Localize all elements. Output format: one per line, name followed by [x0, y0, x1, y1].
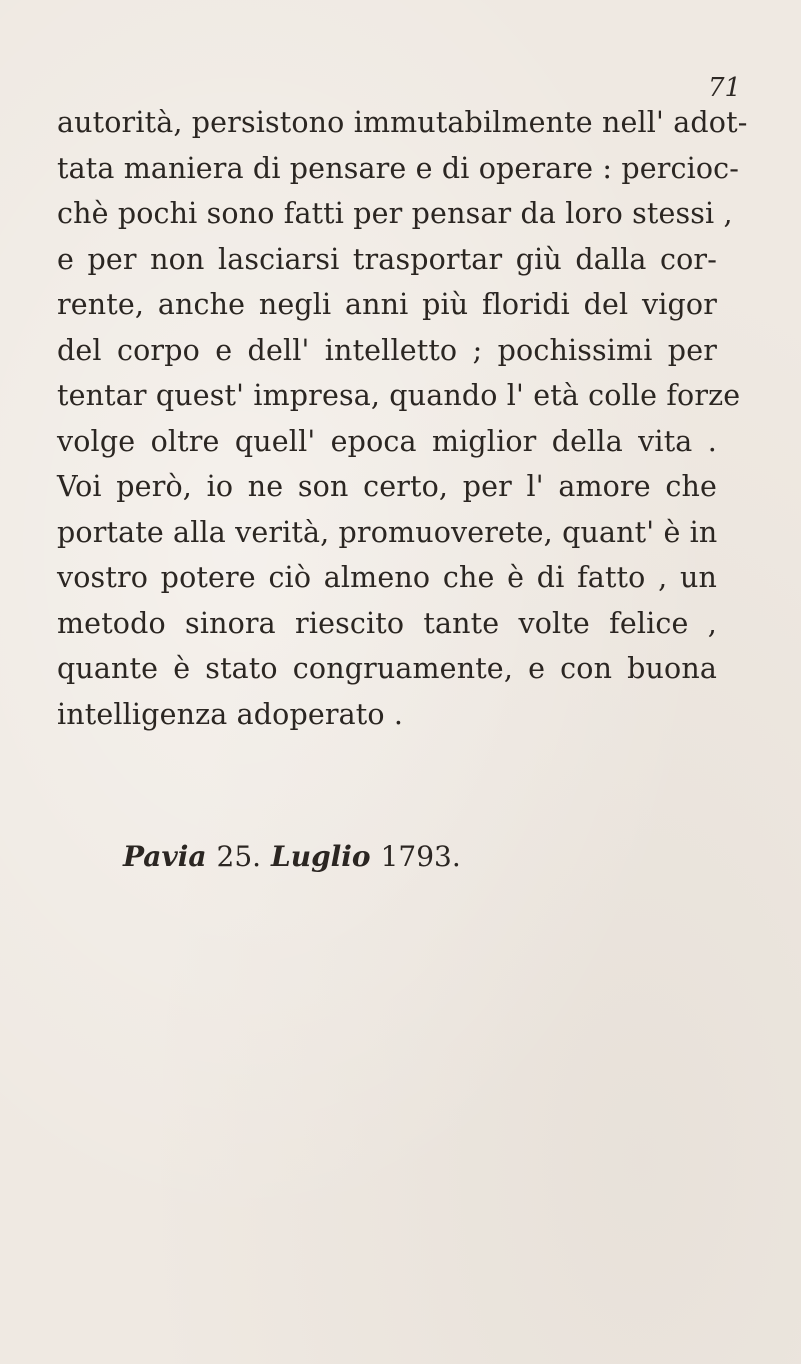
text-line: rente, anche negli anni più floridi del vigor — [57, 288, 717, 321]
dateline-month: Luglio — [271, 840, 371, 873]
dateline-place: Pavia — [123, 840, 207, 873]
page-number: 71 — [708, 73, 742, 103]
text-line: autorità, persistono immutabilmente nell' adot- — [57, 106, 748, 139]
body-text — [57, 100, 748, 737]
text-line: tentar quest' impresa, quando l' età colle forze — [57, 379, 741, 412]
text-line: Voi però, io ne son certo, per l' amore che — [57, 470, 717, 503]
text-line: del corpo e dell' intelletto ; pochissimi per — [57, 333, 717, 367]
text-line: chè pochi sono fatti per pensar da loro stessi , — [57, 197, 733, 230]
text-line: volge oltre quell' epoca miglior della vita . — [57, 424, 717, 458]
text-line: vostro potere ciò almeno che è di fatto , un — [57, 561, 717, 594]
text-line: tata maniera di pensare e di operare : percioc- — [57, 151, 740, 185]
text-line: e per non lasciarsi trasportar giù dalla cor- — [57, 242, 717, 276]
text-line: portate alla verità, promuoverete, quant' è in — [57, 515, 718, 549]
dateline — [123, 840, 461, 873]
text-line: metodo sinora riescito tante volte felice , — [57, 606, 717, 640]
dateline-year: 1793. — [380, 840, 461, 873]
dateline-day: 25. — [216, 840, 262, 873]
text-line: intelligenza adoperato . — [57, 697, 404, 731]
text-line: quante è stato congruamente, e con buona — [57, 652, 717, 685]
